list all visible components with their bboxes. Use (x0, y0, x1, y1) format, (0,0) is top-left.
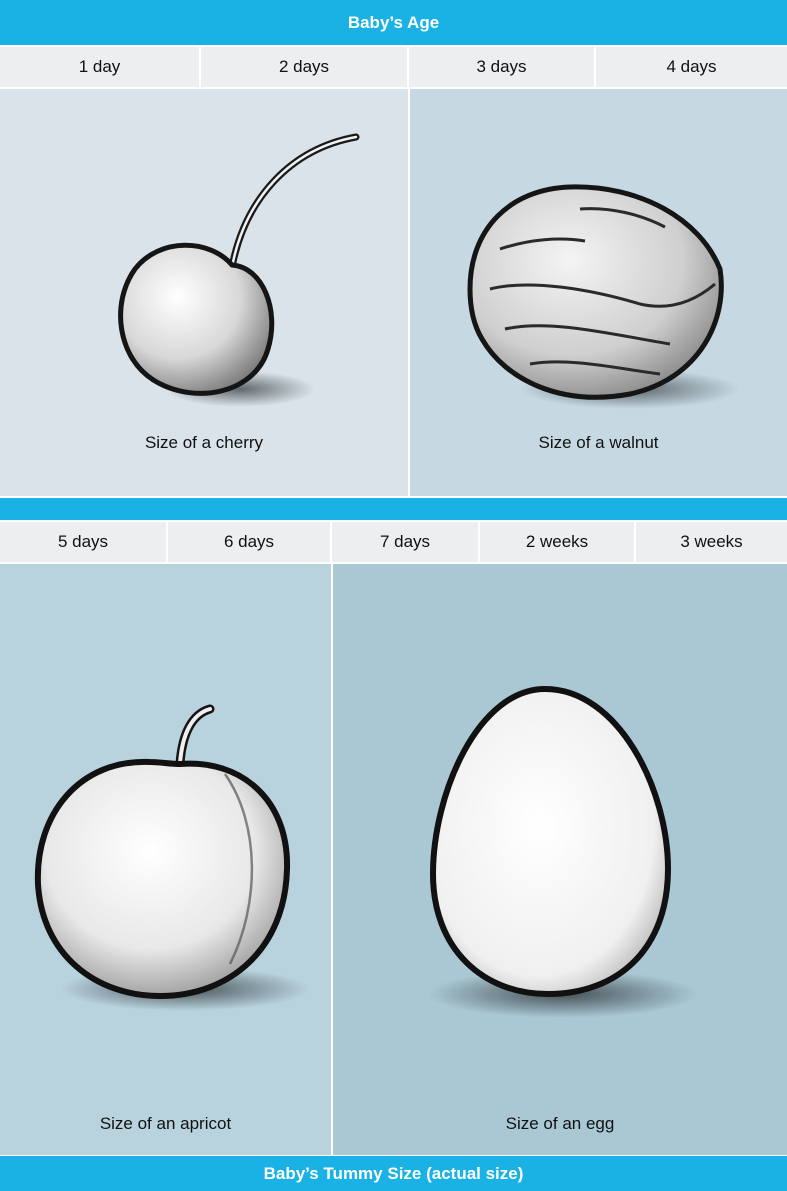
header-bar (0, 0, 787, 45)
age-cell-2-weeks: 2 weeks (480, 522, 634, 562)
walnut-caption: Size of a walnut (538, 433, 659, 452)
age-row-1 (0, 47, 787, 87)
age-cell-1-day: 1 day (0, 47, 199, 87)
age-cell-6-days: 6 days (168, 522, 330, 562)
age-cell-3-days: 3 days (409, 47, 594, 87)
cherry-caption: Size of a cherry (144, 433, 264, 452)
header-title: Baby’s Age (347, 12, 440, 32)
walnut-panel (410, 89, 787, 496)
age-cell-4-days: 4 days (596, 47, 787, 87)
age-row-2 (0, 522, 787, 562)
cherry-panel (0, 89, 408, 496)
egg-icon (333, 564, 787, 1155)
age-cell-2-days: 2 days (201, 47, 407, 87)
egg-caption: Size of an egg (505, 1114, 615, 1133)
apricot-icon (0, 564, 331, 1155)
apricot-caption: Size of an apricot (99, 1114, 232, 1133)
age-cell-3-weeks: 3 weeks (636, 522, 787, 562)
divider-bar (0, 498, 787, 520)
footer-bar (0, 1156, 787, 1191)
egg-panel (333, 564, 787, 1155)
footer-title: Baby’s Tummy Size (actual size) (263, 1163, 524, 1183)
apricot-panel (0, 564, 331, 1155)
age-cell-5-days: 5 days (0, 522, 166, 562)
age-cell-7-days: 7 days (332, 522, 478, 562)
